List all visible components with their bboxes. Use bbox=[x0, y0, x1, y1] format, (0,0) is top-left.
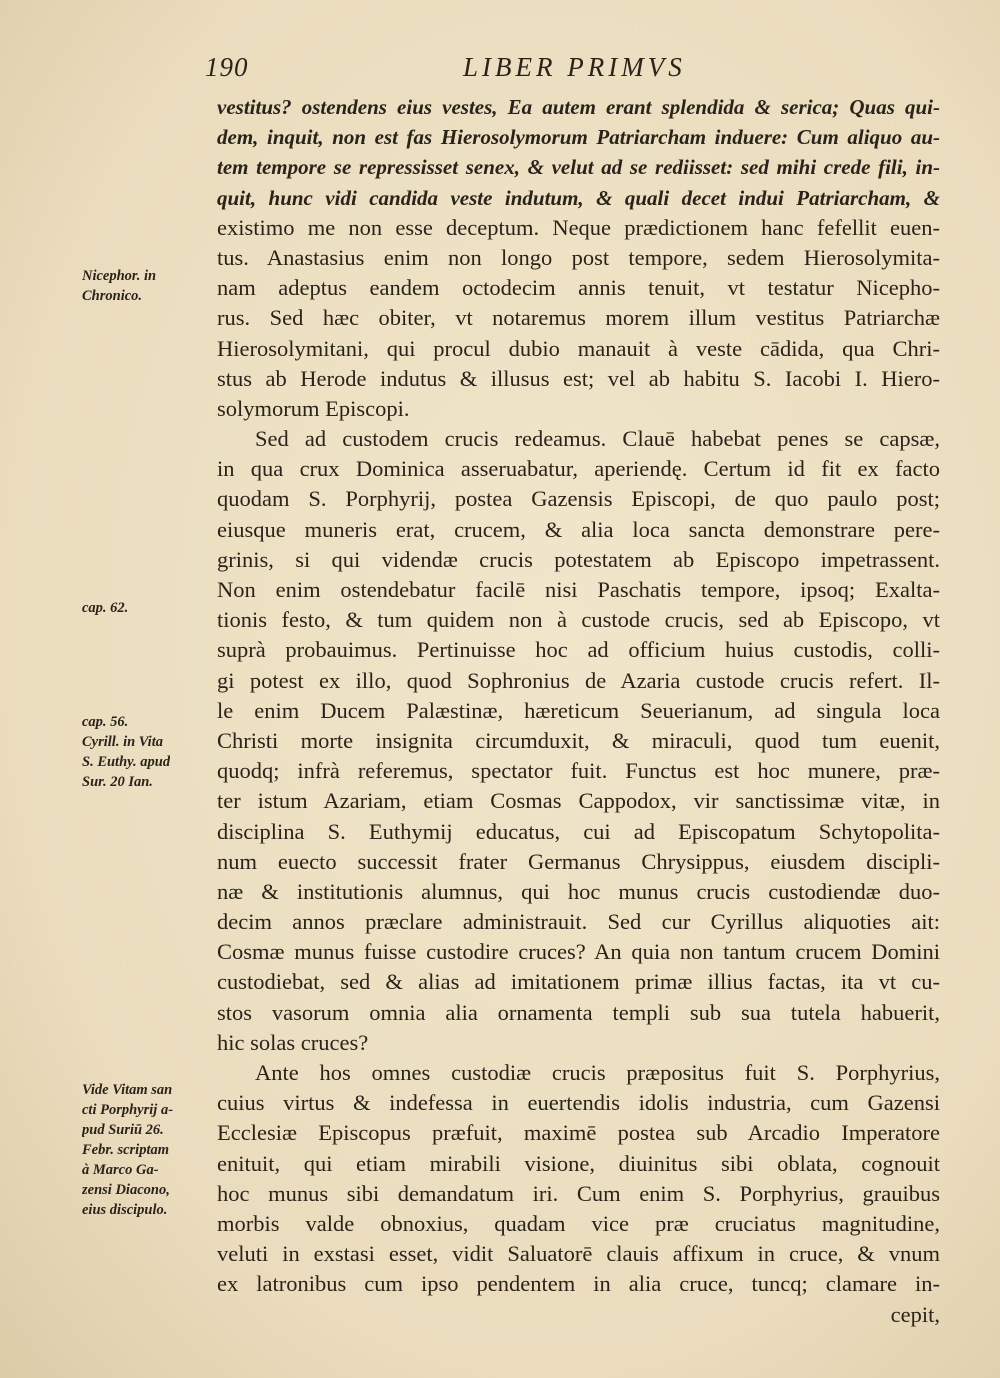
margin-note-line: Cyrill. in Vita bbox=[82, 734, 163, 750]
margin-note bbox=[82, 598, 128, 618]
margin-note bbox=[82, 712, 170, 792]
text-line: grinis, si qui videndæ crucis potestatem ab Episcopo impetrassent. bbox=[217, 546, 940, 572]
margin-note-line: S. Euthy. apud bbox=[82, 754, 171, 770]
margin-note-line: pud Suriū 26. bbox=[82, 1122, 164, 1138]
text-line: tus. Anastasius enim non longo post tempore, sedem Hierosolymita- bbox=[217, 244, 940, 270]
text-line: disciplina S. Euthymij educatus, cui ad Episcopatum Schytopolita- bbox=[217, 818, 940, 844]
text-line: solymorum Episcopi. bbox=[217, 395, 410, 421]
text-line: morbis valde obnoxius, quadam vice præ cruciatus magnitudine, bbox=[217, 1210, 940, 1236]
text-line: Ecclesiæ Episcopus præfuit, maximē postea sub Arcadio Imperatore bbox=[217, 1120, 940, 1146]
margin-note-line: Nicephor. in bbox=[82, 268, 157, 284]
text-line: existimo me non esse deceptum. Neque prædictionem hanc fefellit euen- bbox=[217, 214, 940, 240]
text-line: eiusque muneris erat, crucem, & alia loca sancta demonstrare pere- bbox=[217, 516, 940, 542]
margin-note-line: Febr. scriptam bbox=[82, 1142, 170, 1158]
margin-note bbox=[82, 1080, 173, 1220]
margin-note-line: cap. 56. bbox=[82, 714, 129, 730]
text-line: rus. Sed hæc obiter, vt notaremus morem illum vestitus Patriarchæ bbox=[217, 305, 940, 331]
text-line: cepit, bbox=[890, 1301, 940, 1327]
text-line: quodq; infrà referemus, spectator fuit. Functus est hoc munere, præ- bbox=[217, 758, 940, 784]
page-number: 190 bbox=[205, 52, 249, 82]
text-line: stus ab Herode indutus & illusus est; vel ab habitu S. Iacobi I. Hiero- bbox=[217, 365, 940, 391]
text-line: Christi morte insignita circumduxit, & miraculi, quod tum euenit, bbox=[217, 727, 940, 753]
text-line: cuius virtus & indefessa in euertendis idolis industria, cum Gazensi bbox=[217, 1090, 940, 1116]
running-title: LIBER PRIMVS bbox=[463, 52, 686, 82]
text-line: quit, hunc vidi candida veste indutum, & quali decet indui Patriarcham, & bbox=[217, 185, 940, 210]
main-text-block bbox=[217, 92, 940, 1330]
text-line: Cosmæ munus fuisse custodire cruces? An quia non tantum crucem Domini bbox=[217, 939, 940, 965]
text-line: in qua crux Dominica asseruabatur, aperiendę. Certum id fit ex facto bbox=[217, 456, 940, 482]
text-line: Hierosolymitani, qui procul dubio manauit à veste cādida, qua Chri- bbox=[217, 335, 940, 361]
text-line: ex latronibus cum ipso pendentem in alia cruce, tuncq; clamare in- bbox=[217, 1271, 940, 1297]
margin-note bbox=[82, 266, 156, 306]
text-line: hoc munus sibi demandatum iri. Cum enim S. Porphyrius, grauibus bbox=[217, 1180, 940, 1206]
text-line: næ & institutionis alumnus, qui hoc munus crucis custodiendæ duo- bbox=[217, 878, 940, 904]
text-line: veluti in exstasi esset, vidit Saluatorē clauis affixum in cruce, & vnum bbox=[217, 1241, 940, 1267]
margin-note-line: cap. 62. bbox=[82, 600, 129, 616]
text-line: le enim Ducem Palæstinæ, hæreticum Seuerianum, ad singula loca bbox=[217, 697, 940, 723]
margin-note-line: Sur. 20 Ian. bbox=[82, 774, 153, 790]
text-line: tionis festo, & tum quidem non à custode crucis, sed ab Episcopo, vt bbox=[217, 607, 940, 633]
text-line: Sed ad custodem crucis redeamus. Clauē habebat penes se capsæ, bbox=[255, 426, 940, 452]
text-line: gi potest ex illo, quod Sophronius de Azaria custode crucis refert. Il- bbox=[217, 667, 940, 693]
margin-note-line: cti Porphyrij a- bbox=[82, 1102, 174, 1118]
text-line: suprà probauimus. Pertinuisse hoc ad officium huius custodis, colli- bbox=[217, 637, 940, 663]
text-line: Non enim ostendebatur facilē nisi Paschatis tempore, ipsoq; Exalta- bbox=[217, 577, 940, 602]
margin-note-line: à Marco Ga- bbox=[82, 1162, 159, 1178]
margin-note-line: zensi Diacono, bbox=[82, 1182, 170, 1198]
text-line: custodiebat, sed & alias ad imitationem primæ illius factas, ita vt cu- bbox=[217, 969, 940, 995]
text-line: stos vasorum omnia alia ornamenta templi sub sua tutela habuerit, bbox=[217, 999, 940, 1025]
text-line: decim annos præclare administrauit. Sed cur Cyrillus aliquoties ait: bbox=[217, 909, 940, 935]
page-header bbox=[205, 52, 745, 88]
text-line: nam adeptus eandem octodecim annis tenuit, vt testatur Nicepho- bbox=[217, 275, 940, 301]
text-line: tem tempore se repressisset senex, & velut ad se rediisset: sed mihi crede fili, in- bbox=[217, 155, 940, 180]
text-line: hic solas cruces? bbox=[217, 1029, 369, 1055]
text-line: vestitus? ostendens eius vestes, Ea autem erant splendida & serica; Quas qui- bbox=[217, 95, 940, 119]
margin-note-line: Chronico. bbox=[82, 288, 143, 304]
text-line: Ante hos omnes custodiæ crucis præpositus fuit S. Porphyrius, bbox=[255, 1060, 940, 1085]
margin-note-line: Vide Vitam san bbox=[82, 1082, 173, 1098]
text-line: enituit, qui etiam mirabili visione, diuinitus sibi oblata, cognouit bbox=[217, 1150, 940, 1176]
text-line: quodam S. Porphyrij, postea Gazensis Episcopi, de quo paulo post; bbox=[217, 486, 940, 512]
margin-note-line: eius discipulo. bbox=[82, 1202, 168, 1218]
text-line: num euecto successit frater Germanus Chrysippus, eiusdem discipli- bbox=[217, 848, 940, 874]
text-line: ter istum Azariam, etiam Cosmas Cappodox, vir sanctissimæ vitæ, in bbox=[217, 788, 940, 814]
text-line: dem, inquit, non est fas Hierosolymorum Patriarcham induere: Cum aliquo au- bbox=[217, 125, 940, 150]
